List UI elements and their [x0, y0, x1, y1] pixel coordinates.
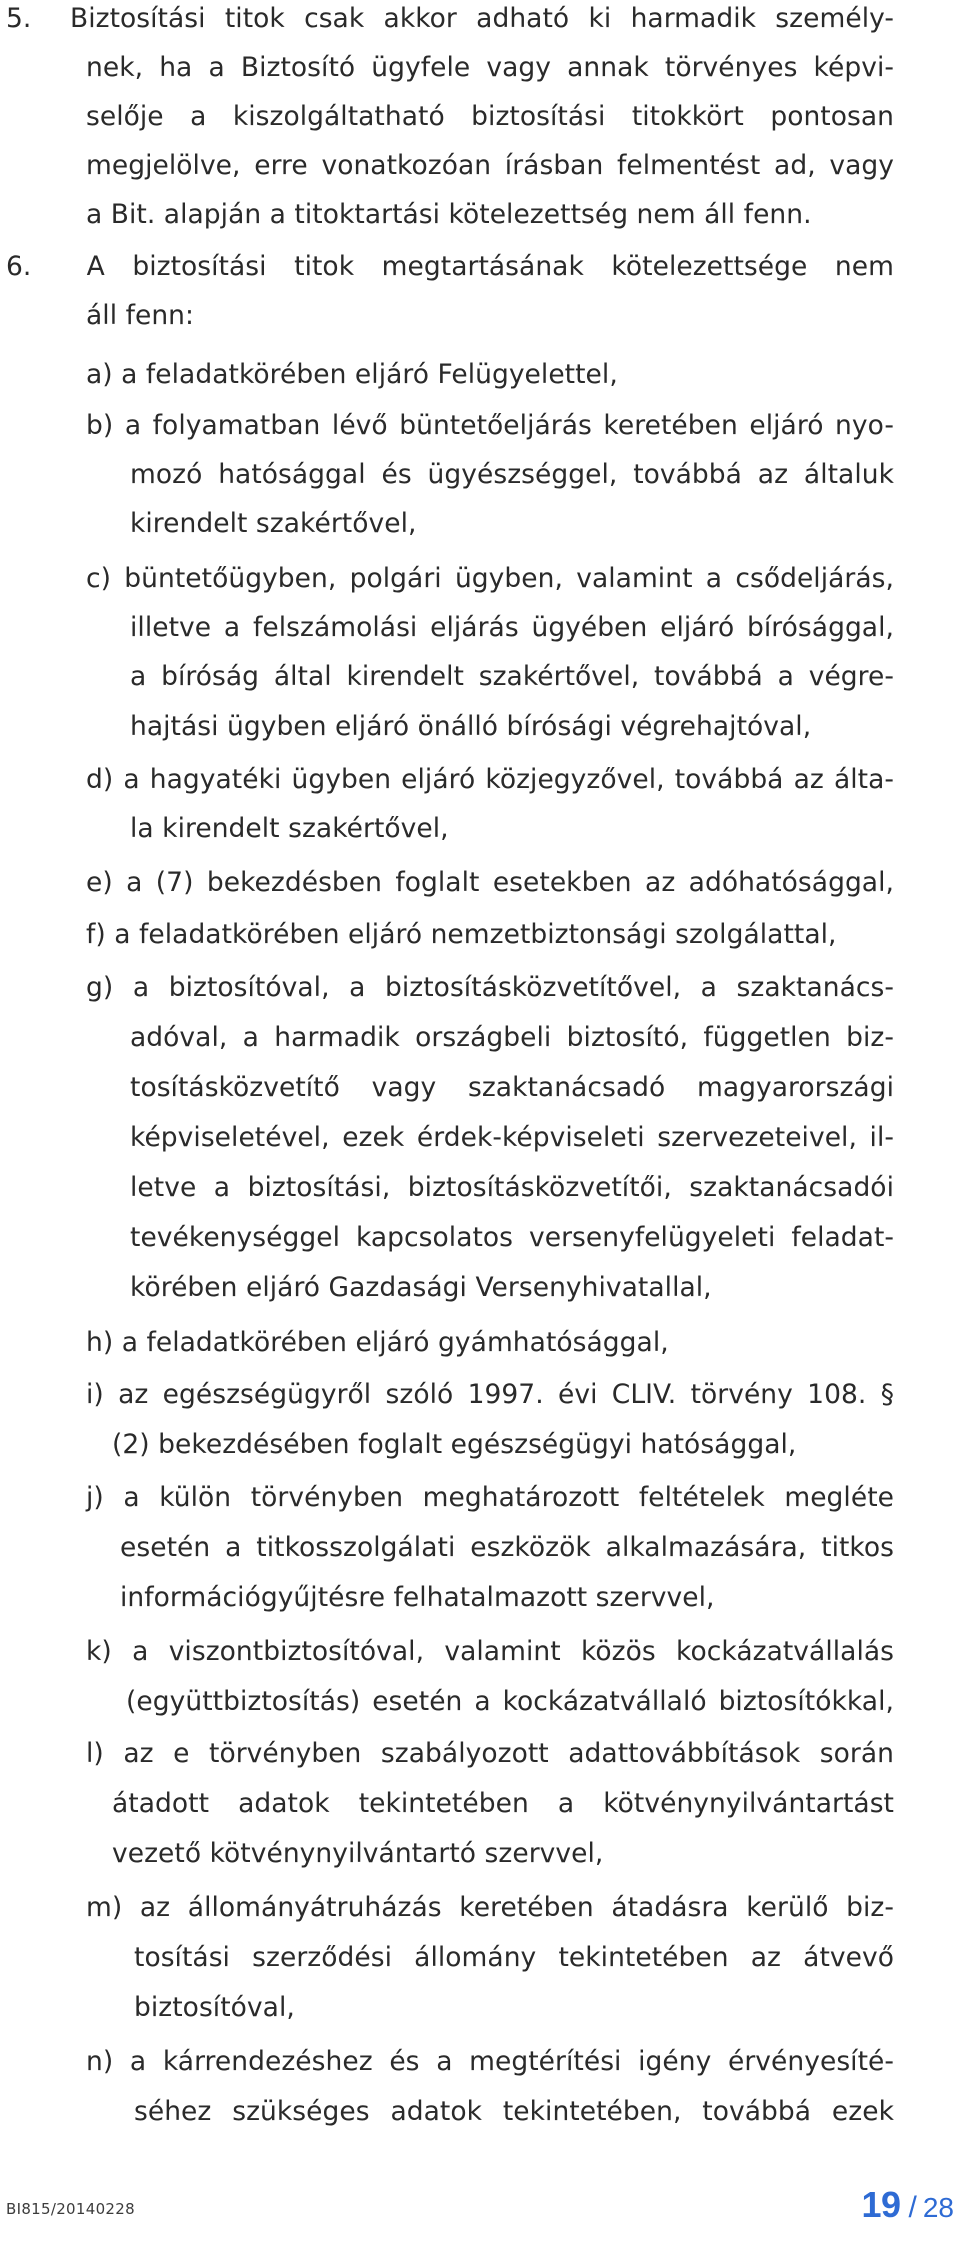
document-code: BI815/20140228: [6, 2200, 135, 2218]
text-line: a) a feladatkörében eljáró Felügyelettel,: [86, 359, 618, 390]
text-line: körében eljáró Gazdasági Versenyhivatallal,: [130, 1272, 712, 1303]
text-line: illetve a felszámolási eljárás ügyében eljáró bírósággal,: [130, 612, 894, 643]
text-line: b) a folyamatban lévő büntetőeljárás keretében eljáró nyo-: [86, 410, 894, 441]
text-line: adóval, a harmadik országbeli biztosító, független biz-: [130, 1022, 894, 1053]
page-separator: /: [908, 2191, 917, 2224]
text-line: (együttbiztosítás) esetén a kockázatvállaló biztosítókkal,: [126, 1686, 894, 1717]
text-line: c) büntetőügyben, polgári ügyben, valamint a csődeljárás,: [86, 563, 894, 594]
text-line: g) a biztosítóval, a biztosításközvetítővel, a szaktanács-: [86, 972, 894, 1003]
text-line: megjelölve, erre vonatkozóan írásban felmentést ad, vagy: [86, 150, 894, 181]
text-line: esetén a titkosszolgálati eszközök alkalmazására, titkos: [120, 1532, 894, 1563]
text-line: i) az egészségügyről szóló 1997. évi CLIV. törvény 108. §: [86, 1379, 894, 1410]
text-line: mozó hatósággal és ügyészséggel, továbbá az általuk: [130, 459, 894, 490]
text-line: la kirendelt szakértővel,: [130, 813, 449, 844]
text-line: képviseletével, ezek érdek-képviseleti szervezeteivel, il-: [130, 1122, 894, 1153]
text-line: d) a hagyatéki ügyben eljáró közjegyzővel, továbbá az álta-: [86, 764, 894, 795]
text-line: vezető kötvénynyilvántartó szervvel,: [112, 1838, 604, 1869]
text-line: h) a feladatkörében eljáró gyámhatósággal,: [86, 1327, 669, 1358]
text-line: n) a kárrendezéshez és a megtérítési igény érvényesíté-: [86, 2046, 894, 2077]
text-line: a bíróság által kirendelt szakértővel, továbbá a végre-: [130, 661, 894, 692]
page-number: [861, 2184, 954, 2226]
text-line: j) a külön törvényben meghatározott feltételek megléte: [86, 1482, 894, 1513]
text-line: 5. Biztosítási titok csak akkor adható ki harmadik személy-: [6, 3, 894, 34]
text-line: tosításközvetítő vagy szaktanácsadó magyarországi: [130, 1072, 894, 1103]
text-line: m) az állományátruházás keretében átadásra kerülő biz-: [86, 1892, 894, 1923]
text-line: (2) bekezdésében foglalt egészségügyi hatósággal,: [112, 1429, 797, 1460]
text-line: tosítási szerződési állomány tekintetében az átvevő: [134, 1942, 894, 1973]
text-line: hajtási ügyben eljáró önálló bírósági végrehajtóval,: [130, 711, 812, 742]
current-page: 19: [861, 2184, 901, 2225]
text-line: információgyűjtésre felhatalmazott szervvel,: [120, 1582, 715, 1613]
text-line: nek, ha a Biztosító ügyfele vagy annak törvényes képvi-: [86, 52, 894, 83]
text-line: 6. A biztosítási titok megtartásának kötelezettsége nem: [6, 251, 894, 282]
text-line: letve a biztosítási, biztosításközvetítői, szaktanácsadói: [130, 1172, 894, 1203]
text-line: f) a feladatkörében eljáró nemzetbiztonsági szolgálattal,: [86, 919, 837, 950]
text-line: e) a (7) bekezdésben foglalt esetekben az adóhatósággal,: [86, 867, 894, 898]
text-line: séhez szükséges adatok tekintetében, továbbá ezek: [134, 2096, 894, 2127]
text-line: biztosítóval,: [134, 1992, 295, 2023]
text-line: áll fenn:: [86, 300, 194, 331]
total-pages: 28: [922, 2192, 954, 2223]
text-line: átadott adatok tekintetében a kötvénynyilvántartást: [112, 1788, 894, 1819]
text-line: k) a viszontbiztosítóval, valamint közös kockázatvállalás: [86, 1636, 894, 1667]
text-line: l) az e törvényben szabályozott adattovábbítások során: [86, 1738, 894, 1769]
text-line: kirendelt szakértővel,: [130, 508, 417, 539]
text-line: tevékenységgel kapcsolatos versenyfelügyeleti feladat-: [130, 1222, 894, 1253]
text-line: a Bit. alapján a titoktartási kötelezettség nem áll fenn.: [86, 199, 812, 230]
text-line: selője a kiszolgáltatható biztosítási titokkört pontosan: [86, 101, 894, 132]
